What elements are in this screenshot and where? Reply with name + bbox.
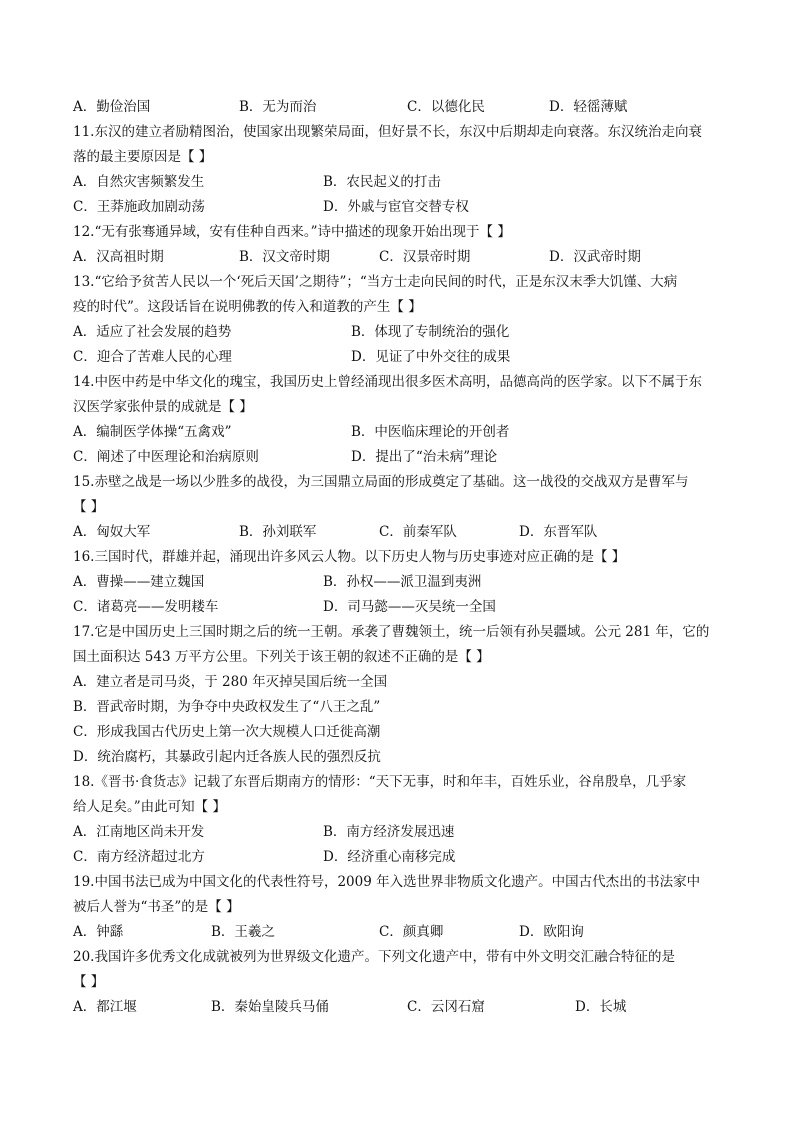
q14-option-c: C．阐述了中医理论和治病原则: [73, 449, 259, 465]
q16-option-a: A．曹操——建立魏国: [73, 574, 205, 590]
q15-option-a: A．匈奴大军: [73, 524, 151, 540]
q12-option-d: D．汉武帝时期: [549, 249, 641, 265]
q17-option-a: A．建立者是司马炎，于 280 年灭掉吴国后统一全国: [73, 674, 388, 690]
q18-stem-line-1: 18.《晋书·食货志》记载了东晋后期南方的情形：“天下无事，时和年丰，百姓乐业，谷帛殷阜，几乎家: [73, 774, 687, 790]
q10-option-a: A．勤俭治国: [73, 99, 151, 115]
q18-stem-line-2: 给人足矣。”由此可知【 】: [73, 799, 226, 815]
q19-option-a: A．钟繇: [73, 924, 124, 940]
q20-option-b: B．秦始皇陵兵马俑: [211, 999, 329, 1015]
q17-option-b: B．晋武帝时期，为争夺中央政权发生了“八王之乱”: [73, 699, 381, 715]
q10-option-d: D．轻徭薄赋: [549, 99, 628, 115]
q17-option-d: D．统治腐朽，其暴政引起内迁各族人民的强烈反抗: [73, 749, 381, 765]
q13-option-d: D．见证了中外交往的成果: [351, 349, 511, 365]
q14-stem-line-1: 14.中医中药是中华文化的瑰宝，我国历史上曾经涌现出很多医术高明，品德高尚的医学家。以下不属于东: [73, 374, 702, 390]
q16-option-b: B．孙权——派卫温到夷洲: [323, 574, 482, 590]
q13-option-c: C．迎合了苦难人民的心理: [73, 349, 232, 365]
q12-option-b: B．汉文帝时期: [239, 249, 330, 265]
q16-option-d: D．司马懿——灭吴统一全国: [323, 599, 496, 615]
q19-option-b: B．王羲之: [211, 924, 275, 940]
q12-option-c: C．汉景帝时期: [379, 249, 471, 265]
q16-stem-line-1: 16.三国时代，群雄并起，涌现出许多风云人物。以下历史人物与历史事迹对应正确的是【 】: [73, 549, 626, 565]
q18-option-d: D．经济重心南移完成: [323, 849, 456, 865]
q11-option-c: C．王莽施政加剧动荡: [73, 199, 205, 215]
q20-option-d: D．长城: [575, 999, 627, 1015]
q13-stem-line-1: 13.“它给予贫苦人民以一个‘死后天国’之期待”；“当方士走向民间的时代，正是东汉末季大饥馑、大病: [73, 274, 678, 290]
q20-option-a: A．都江堰: [73, 999, 137, 1015]
q19-stem-line-1: 19.中国书法已成为中国文化的代表性符号，2009 年入选世界非物质文化遗产。中国古代杰出的书法家中: [73, 874, 701, 890]
q20-stem-line-2: 【 】: [73, 974, 105, 990]
q20-option-c: C．云冈石窟: [407, 999, 485, 1015]
q19-option-c: C．颜真卿: [379, 924, 444, 940]
q14-option-a: A．编制医学体操“五禽戏”: [73, 424, 232, 440]
q20-stem-line-1: 20.我国许多优秀文化成就被列为世界级文化遗产。下列文化遗产中，带有中外文明交汇融合特征的是: [73, 949, 675, 965]
q14-option-d: D．提出了“治未病”理论: [351, 449, 498, 465]
q10-option-c: C．以德化民: [407, 99, 485, 115]
q14-option-b: B．中医临床理论的开创者: [351, 424, 510, 440]
q15-option-c: C．前秦军队: [379, 524, 457, 540]
q17-stem-line-2: 国土面积达 543 万平方公里。下列关于该王朝的叙述不正确的是【 】: [73, 649, 490, 665]
q19-stem-line-2: 被后人誉为“书圣”的是【 】: [73, 899, 240, 915]
q17-option-c: C．形成我国古代历史上第一次大规模人口迁徙高潮: [73, 724, 381, 740]
q18-option-c: C．南方经济超过北方: [73, 849, 205, 865]
q16-option-c: C．诸葛亮——发明耧车: [73, 599, 219, 615]
q18-option-b: B．南方经济发展迅速: [323, 824, 455, 840]
q13-option-a: A．适应了社会发展的趋势: [73, 324, 232, 340]
q15-option-d: D．东晋军队: [519, 524, 598, 540]
q11-option-b: B．农民起义的打击: [323, 174, 441, 190]
q11-stem-line-1: 11.东汉的建立者励精图治，使国家出现繁荣局面，但好景不长，东汉中后期却走向衰落。东汉统治走向衰: [73, 124, 702, 140]
q13-stem-line-2: 疫的时代”。这段话旨在说明佛教的传入和道教的产生【 】: [73, 299, 422, 315]
q19-option-d: D．欧阳询: [519, 924, 584, 940]
q17-stem-line-1: 17.它是中国历史上三国时期之后的统一王朝。承袭了曹魏领土，统一后领有孙吴疆域。公元 281 年，它的: [73, 624, 710, 640]
q11-option-d: D．外戚与宦官交替专权: [323, 199, 469, 215]
q12-stem-line-1: 12.“无有张骞通异域，安有佳种自西来。”诗中描述的现象开始出现于【 】: [73, 224, 511, 240]
q10-option-b: B．无为而治: [239, 99, 317, 115]
q15-stem-line-2: 【 】: [73, 499, 105, 515]
q18-option-a: A．江南地区尚未开发: [73, 824, 205, 840]
q11-option-a: A．自然灾害频繁发生: [73, 174, 205, 190]
q12-option-a: A．汉高祖时期: [73, 249, 164, 265]
q11-stem-line-2: 落的最主要原因是【 】: [73, 149, 213, 165]
q15-option-b: B．孙刘联军: [239, 524, 317, 540]
q13-option-b: B．体现了专制统治的强化: [351, 324, 510, 340]
q14-stem-line-2: 汉医学家张仲景的成就是【 】: [73, 399, 253, 415]
q15-stem-line-1: 15.赤壁之战是一场以少胜多的战役，为三国鼎立局面的形成奠定了基础。这一战役的交战双方是曹军与: [73, 474, 689, 490]
